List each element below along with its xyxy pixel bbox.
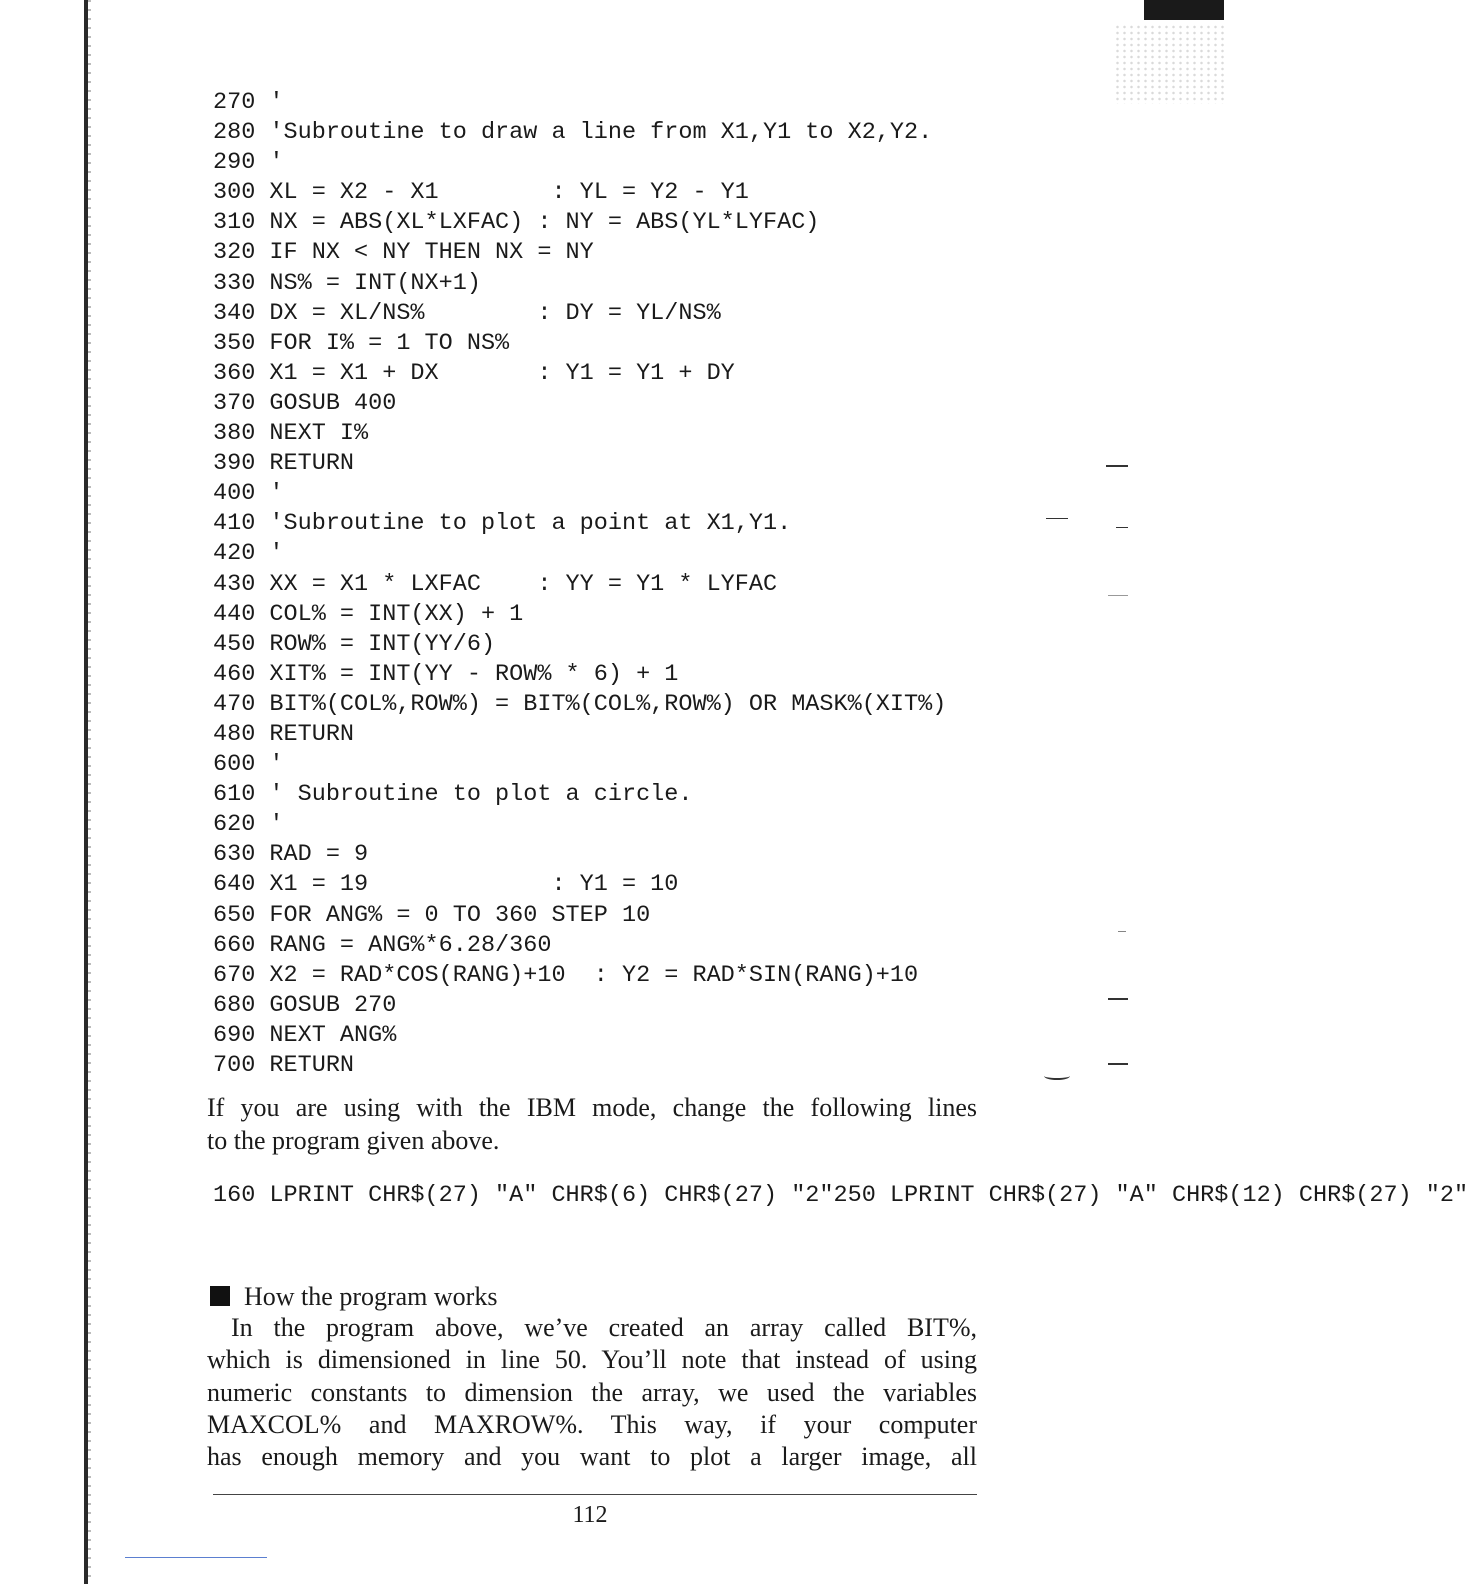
code-line: 290 ' [213,149,284,177]
code-line: 460 XIT% = INT(YY - ROW% * 6) + 1 [213,660,679,688]
body-line: In the program above, we’ve created an array called BIT%, [231,1313,977,1342]
code-line: 360 X1 = X1 + DX : Y1 = Y1 + DY [213,359,735,387]
margin-tick [1106,465,1128,467]
code-line: 660 RANG = ANG%*6.28/360 [213,931,552,959]
ibm-note-line: to the program given above. [207,1126,500,1155]
corner-scan-noise [1114,24,1224,104]
code-line: 430 XX = X1 * LXFAC : YY = Y1 * LYFAC [213,570,778,598]
code-line: 410 'Subroutine to plot a point at X1,Y1. [213,510,792,538]
code-line: 470 BIT%(COL%,ROW%) = BIT%(COL%,ROW%) OR MASK%(XIT%) [213,690,947,718]
body-line: numeric constants to dimension the array, we used the variables [207,1377,977,1407]
section-heading [210,1280,497,1313]
code-line: 450 ROW% = INT(YY/6) [213,630,496,658]
code-line: 340 DX = XL/NS% : DY = YL/NS% [213,299,721,327]
ibm-code-listing [213,1180,1468,1211]
code-line: 680 GOSUB 270 [213,991,397,1019]
code-line: 250 LPRINT CHR$(27) "A" CHR$(12) CHR$(27) "2" [833,1182,1468,1209]
code-line: 270 ' [213,89,284,116]
code-line: 620 ' [213,811,284,839]
code-line: 650 FOR ANG% = 0 TO 360 STEP 10 [213,901,651,929]
code-line: 310 NX = ABS(XL*LXFAC) : NY = ABS(YL*LYFAC) [213,209,820,237]
code-line: 630 RAD = 9 [213,841,369,869]
body-line: which is dimensioned in line 50. You’ll note that instead of using [207,1345,977,1375]
code-line: 390 RETURN [213,450,355,478]
code-line: 400 ' [213,480,284,508]
code-line: 380 NEXT I% [213,420,369,448]
code-line: 370 GOSUB 400 [213,389,397,417]
code-line: 700 RETURN [213,1052,355,1079]
body-paragraph [207,1312,977,1473]
binding-shadow [88,0,91,1584]
ibm-note-line: If you are using with the IBM mode, change the following lines [207,1093,977,1122]
code-line: 300 XL = X2 - X1 : YL = Y2 - Y1 [213,179,749,207]
basic-code-listing [213,88,946,1081]
footer-rule [213,1494,977,1495]
margin-curve [1044,1072,1070,1080]
code-line: 640 X1 = 19 : Y1 = 10 [213,871,679,899]
margin-tick [1108,595,1128,596]
code-line: 670 X2 = RAD*COS(RANG)+10 : Y2 = RAD*SIN(RANG)+10 [213,961,919,989]
page-number: 112 [572,1502,608,1528]
corner-print-mark [1144,0,1224,20]
body-line: has enough memory and you want to plot a larger image, all [207,1442,977,1472]
margin-tick [1108,998,1128,1000]
code-line: 330 NS% = INT(NX+1) [213,269,481,297]
margin-tick [1046,518,1068,519]
code-line: 280 'Subroutine to draw a line from X1,Y1 to X2,Y2. [213,119,933,147]
code-line: 320 IF NX < NY THEN NX = NY [213,239,594,267]
code-line: 690 NEXT ANG% [213,1021,397,1049]
margin-tick [1116,527,1128,528]
code-line: 480 RETURN [213,720,355,748]
code-line: 610 ' Subroutine to plot a circle. [213,781,693,809]
code-line: 600 ' [213,751,284,779]
ibm-note-paragraph [207,1091,977,1157]
code-line: 350 FOR I% = 1 TO NS% [213,329,510,357]
square-bullet-icon [210,1286,230,1306]
section-heading-text: How the program works [244,1282,498,1311]
body-line: MAXCOL% and MAXROW%. This way, if your computer [207,1409,977,1439]
scan-edge-line [125,1557,267,1558]
code-line: 440 COL% = INT(XX) + 1 [213,600,524,628]
margin-tick [1108,1063,1128,1065]
margin-tick [1118,931,1126,932]
code-line: 420 ' [213,540,284,568]
code-line: 160 LPRINT CHR$(27) "A" CHR$(6) CHR$(27) "2" [213,1182,834,1209]
